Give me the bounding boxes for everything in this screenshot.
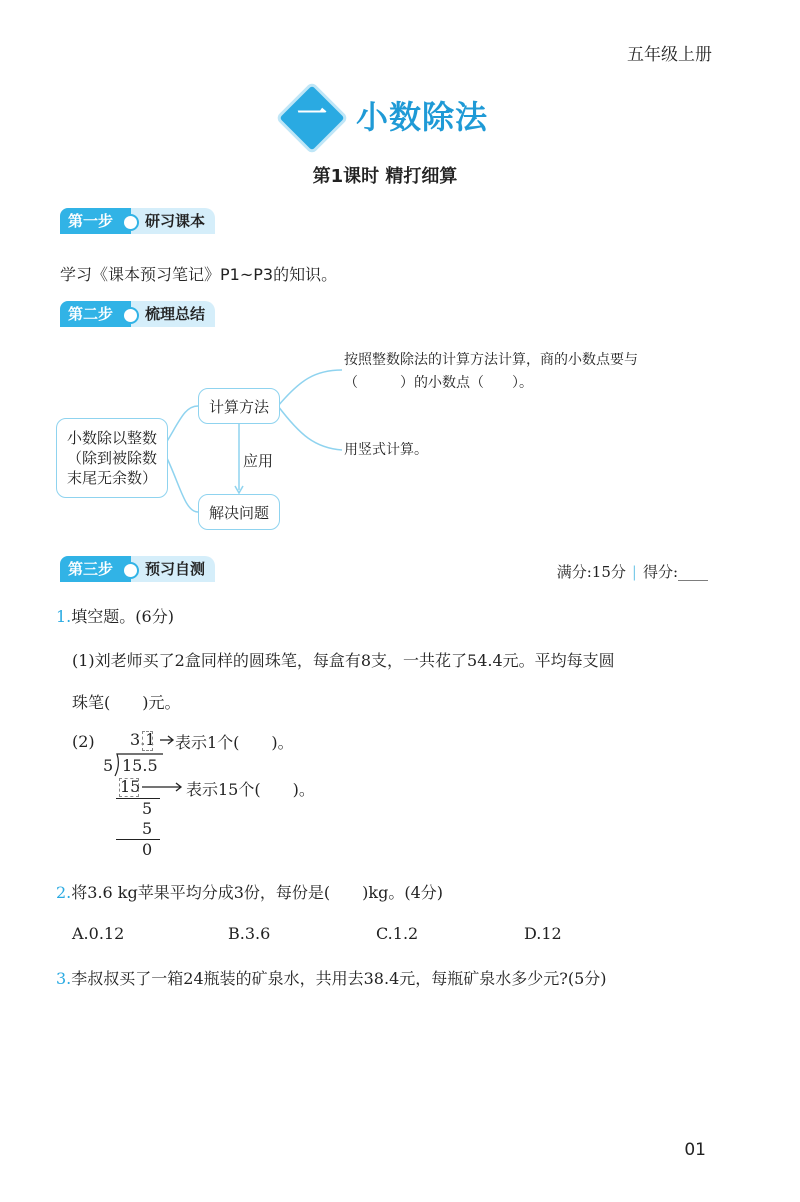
- question-2-text: 将3.6 kg苹果平均分成3份，每份是( )kg。(4分): [71, 883, 444, 902]
- division-dividend: 15.5: [122, 756, 158, 775]
- step-one-tag-label: 第一步: [68, 212, 114, 230]
- question-number: 1.: [56, 607, 72, 626]
- step-one-tag: [60, 208, 131, 234]
- division-remainder: 0: [142, 840, 153, 859]
- mindmap-root-node: [56, 418, 168, 498]
- question-1-text: 填空题。(6分): [71, 607, 174, 626]
- division-step-3: 5: [142, 819, 153, 838]
- choice-a[interactable]: A.0.12: [72, 924, 125, 943]
- question-3: [56, 966, 607, 989]
- division-step-2: 5: [142, 799, 153, 818]
- question-number: 2.: [56, 883, 72, 902]
- question-2: [56, 880, 443, 903]
- chapter-title: 小数除法: [356, 98, 489, 136]
- step-two-header: [60, 301, 215, 327]
- arrow-right-icon: [140, 777, 190, 797]
- root-line: （除到被除数: [66, 449, 157, 467]
- step-three-tag-label: 第三步: [68, 560, 114, 578]
- division-note-2: 表示15个( )。: [186, 780, 315, 799]
- root-line: 小数除以整数: [66, 429, 157, 447]
- step-two-tag: [60, 301, 131, 327]
- division-line: [116, 798, 160, 799]
- mindmap-rule-line1: 按照整数除法的计算方法计算，商的小数点要与: [344, 352, 638, 368]
- score-box: [557, 561, 708, 582]
- full-score: 满分:15分: [556, 563, 626, 581]
- question-1-part1-line1: (1)刘老师买了2盒同样的圆珠笔，每盒有8支，一共花了54.4元。平均每支圆: [72, 651, 615, 670]
- step-three-header: [60, 556, 215, 582]
- choice-c[interactable]: C.1.2: [376, 924, 419, 943]
- score-divider: |: [631, 563, 637, 581]
- division-line: [116, 839, 160, 840]
- mindmap-solve-node: 解决问题: [198, 494, 280, 530]
- mindmap-method-node: 计算方法: [198, 388, 280, 424]
- quotient-digit-box: [142, 731, 153, 751]
- step-dot-icon: [122, 214, 139, 231]
- chapter-number: 一: [297, 97, 327, 132]
- question-1-part1-line2: 珠笔( )元。: [72, 693, 181, 712]
- question-1-part2-label: (2): [72, 732, 95, 751]
- connector-method-vertical: [278, 406, 342, 450]
- page-number: 01: [684, 1140, 706, 1160]
- question-1-title: [56, 604, 174, 627]
- mindmap-apply-label: 应用: [243, 452, 274, 470]
- division-quotient: 3.1: [130, 730, 156, 749]
- division-step-1: 15: [120, 777, 141, 796]
- division-divisor: 5: [103, 756, 114, 775]
- lesson-title: 第1课时 精打细算: [312, 166, 458, 187]
- grade-label: 五年级上册: [627, 45, 712, 65]
- long-division: [100, 730, 400, 860]
- step-three-tag: [60, 556, 131, 582]
- score-blank: 得分:____: [642, 563, 708, 581]
- question-number: 3.: [56, 969, 72, 988]
- question-3-text: 李叔叔买了一箱24瓶装的矿泉水，共用去38.4元，每瓶矿泉水多少元?(5分): [71, 969, 607, 988]
- division-note-1: 表示1个( )。: [175, 733, 294, 752]
- study-text: 学习《课本预习笔记》P1~P3的知识。: [60, 265, 338, 284]
- step-dot-icon: [122, 307, 139, 324]
- step-three-title: 预习自测: [131, 556, 215, 582]
- connector-root-method: [166, 406, 198, 443]
- step-two-tag-label: 第二步: [68, 305, 114, 323]
- mindmap-vertical-text: 用竖式计算。: [344, 442, 428, 458]
- step-one-title: 研习课本: [131, 208, 215, 234]
- choice-b[interactable]: B.3.6: [228, 924, 271, 943]
- step-one-header: [60, 208, 215, 234]
- step-two-title: 梳理总结: [131, 301, 215, 327]
- step-digit-box: [119, 778, 139, 797]
- mindmap-rule-line2: （ ）的小数点（ ）。: [344, 375, 533, 391]
- step-dot-icon: [122, 562, 139, 579]
- choice-d[interactable]: D.12: [524, 924, 562, 943]
- root-line: 末尾无余数）: [66, 469, 157, 487]
- connector-root-solve: [166, 456, 198, 512]
- connector-method-rule: [278, 370, 342, 406]
